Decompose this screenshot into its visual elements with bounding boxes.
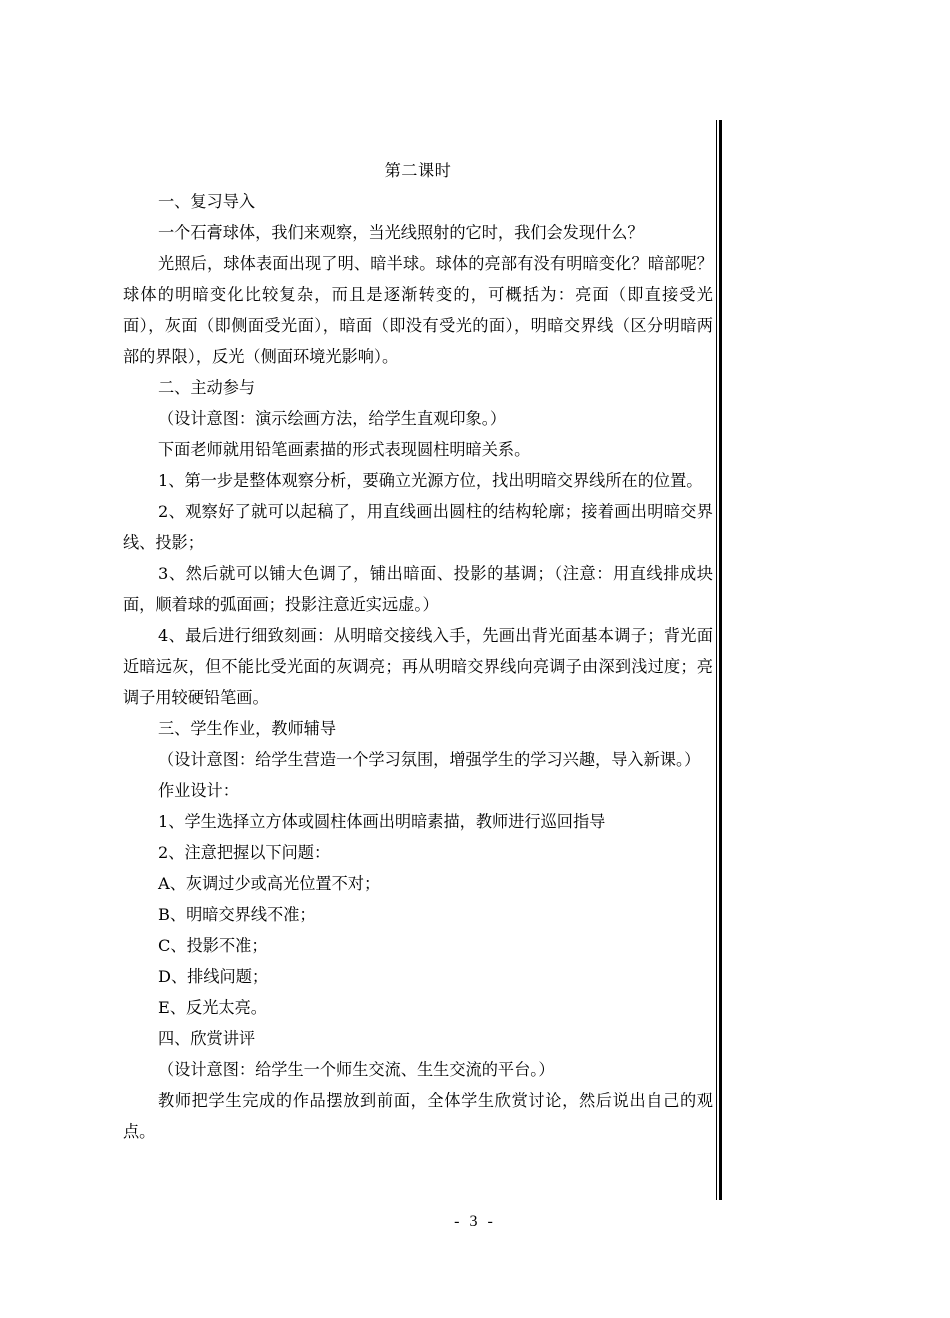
- section-heading-appreciation: 四、欣赏讲评: [158, 1029, 256, 1048]
- page-title: 第二课时: [384, 161, 452, 180]
- step-item: 4、最后进行细致刻画：从明暗交接线入手，先画出背光面基本调子；背光面近暗远灰，但不能比受光面的灰调亮；再从明暗交界线向亮调子由深到浅过度；亮调子用较硬铅笔画。: [123, 626, 713, 707]
- section-heading-homework: 三、学生作业，教师辅导: [158, 719, 337, 738]
- list-item: A、灰调过少或高光位置不对；: [158, 874, 381, 893]
- document-body: [123, 155, 713, 1147]
- design-intent-note: （设计意图：给学生营造一个学习氛围，增强学生的学习兴趣，导入新课。）: [158, 750, 701, 769]
- list-item: E、反光太亮。: [158, 998, 267, 1017]
- paragraph: 一个石膏球体，我们来观察，当光线照射的它时，我们会发现什么？: [158, 223, 644, 242]
- list-item: 2、注意把握以下问题：: [158, 843, 331, 862]
- list-item: 1、学生选择立方体或圆柱体画出明暗素描，教师进行巡回指导: [158, 812, 606, 831]
- paragraph: 下面老师就用铅笔画素描的形式表现圆柱明暗关系。: [158, 440, 531, 459]
- step-item: 2、观察好了就可以起稿了，用直线画出圆柱的结构轮廓；接着画出明暗交界线、投影；: [123, 502, 713, 552]
- page-number: - 3 -: [454, 1213, 496, 1230]
- paragraph: 光照后，球体表面出现了明、暗半球。球体的亮部有没有明暗变化？暗部呢？球体的明暗变化比较复杂，而且是逐渐转变的，可概括为：亮面（即直接受光面），灰面（即侧面受光面），暗面（即没有受光的面），明暗交界线（区分明暗两部的界限），反光（侧面环境光影响）。: [123, 254, 713, 366]
- paragraph: 教师把学生完成的作品摆放到前面，全体学生欣赏讨论，然后说出自己的观点。: [123, 1091, 713, 1141]
- design-intent-note: （设计意图：演示绘画方法，给学生直观印象。）: [158, 409, 507, 428]
- page-border-rule: [716, 120, 722, 1200]
- design-intent-note: （设计意图：给学生一个师生交流、生生交流的平台。）: [158, 1060, 555, 1079]
- section-heading-participation: 二、主动参与: [158, 378, 256, 397]
- section-heading-review: 一、复习导入: [158, 192, 256, 211]
- list-item: C、投影不准；: [158, 936, 268, 955]
- list-item: B、明暗交界线不准；: [158, 905, 316, 924]
- list-item: D、排线问题；: [158, 967, 269, 986]
- step-item: 3、然后就可以铺大色调了，铺出暗面、投影的基调；（注意：用直线排成块面，顺着球的弧面画；投影注意近实远虚。）: [123, 564, 713, 614]
- paragraph: 作业设计：: [158, 781, 239, 800]
- step-item: 1、第一步是整体观察分析，要确立光源方位，找出明暗交界线所在的位置。: [158, 471, 703, 490]
